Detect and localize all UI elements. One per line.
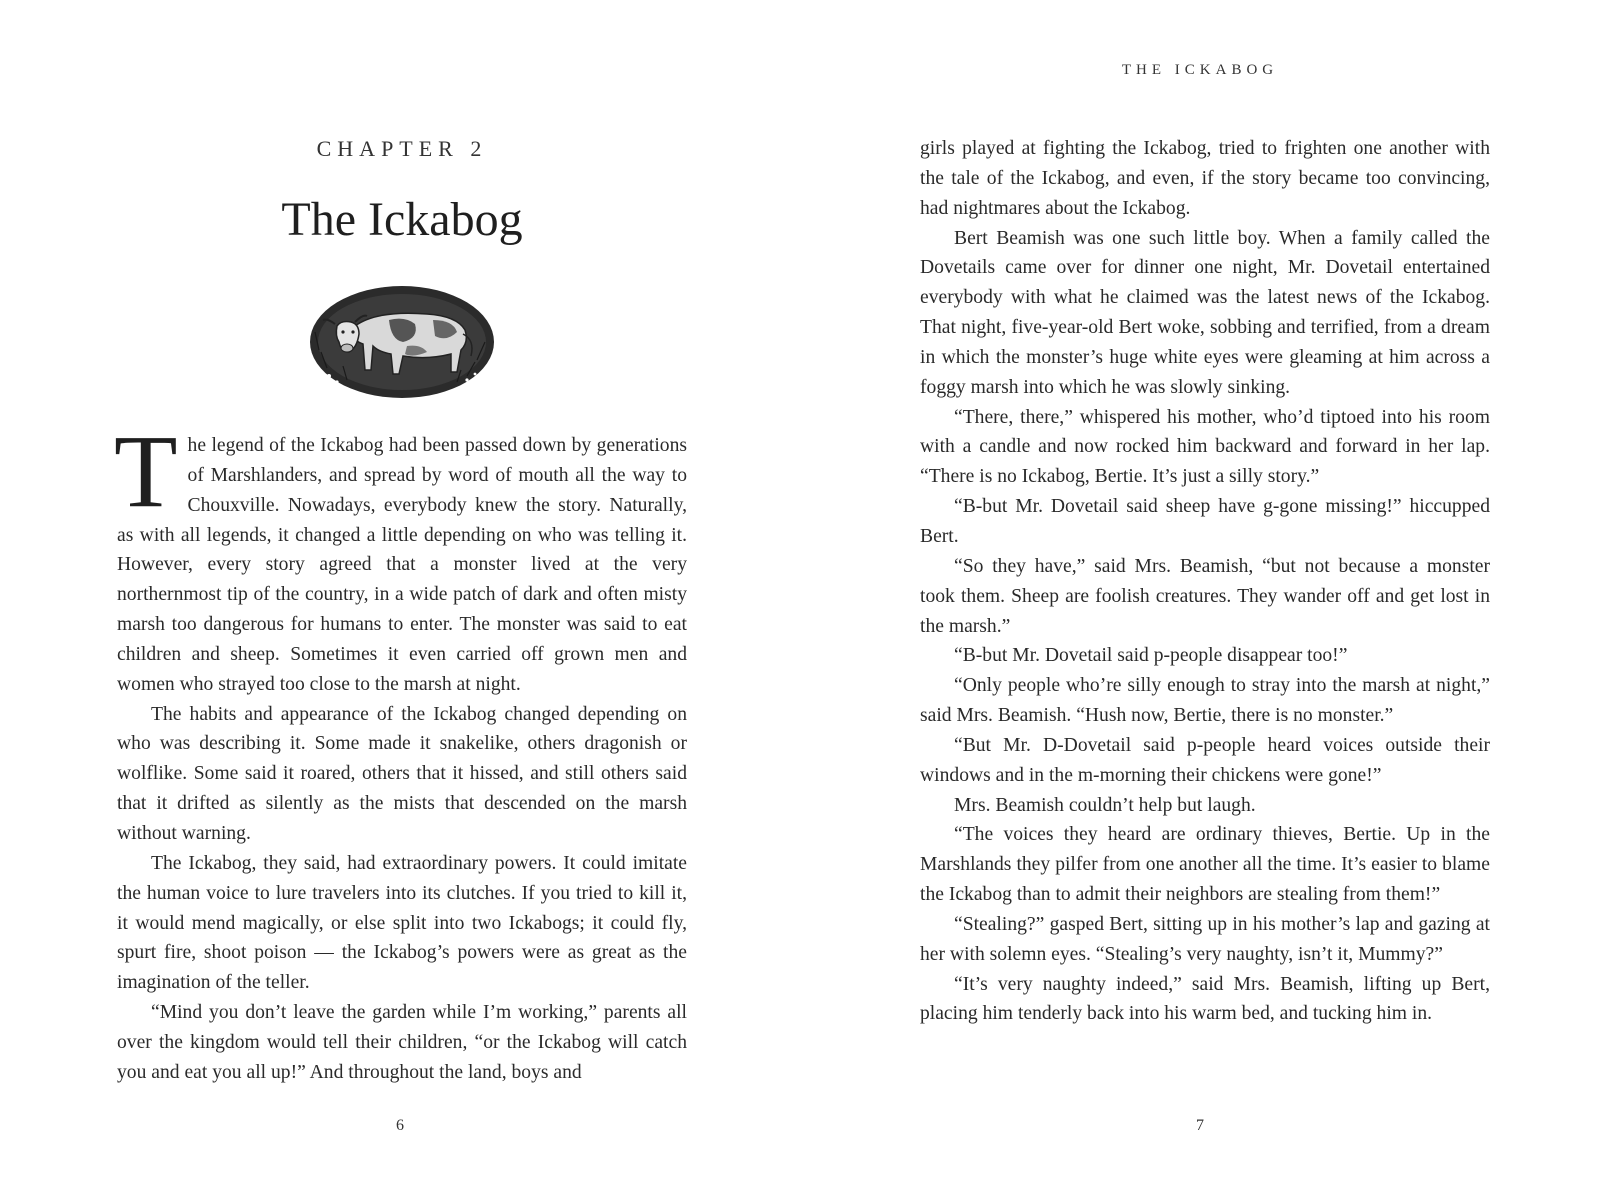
paragraph: “Stealing?” gasped Bert, sitting up in his mother’s lap and gazing at her with solemn eyes. “Stealing’s very naughty, isn’t it, Mummy?” — [920, 913, 1490, 965]
page-number: 6 — [396, 1117, 404, 1134]
opening-paragraph — [114, 414, 687, 700]
paragraph: “There, there,” whispered his mother, who’d tiptoed into his room with a candle and now rocked him backward and forward in her lap. “There is no Ickabog, Bertie. It’s just a silly story.” — [920, 406, 1490, 488]
chapter-label: CHAPTER 2 — [316, 136, 488, 161]
left-body-text — [114, 414, 687, 1088]
paragraph: Mrs. Beamish couldn’t help but laugh. — [954, 794, 1256, 816]
paragraph: “B-but Mr. Dovetail said sheep have g-gone missing!” hiccupped Bert. — [920, 496, 1490, 547]
paragraph: “But Mr. D-Dovetail said p-people heard voices outside their windows and in the m-morning their chickens were gone!” — [920, 734, 1490, 786]
paragraph-text: he legend of the Ickabog had been passed down by generations of Marshlanders, and spread by word of mouth all the way to Chouxville. Nowadays, everybody knew the story. Naturally, as with all legends, it changed a little depending on who was telling it. However, every story agreed that a monster lived at the very northernmost tip of the country, in a wide patch of dark and often misty marsh too dangerous for humans to enter. The monster was said to eat children and sheep. Sometimes it even carried off grown men and women who strayed too close to the marsh at night. — [117, 435, 687, 695]
paragraph: “It’s very naughty indeed,” said Mrs. Beamish, lifting up Bert, placing him tenderly back into his warm bed, and tucking him in. — [920, 973, 1490, 1025]
paragraph: The Ickabog, they said, had extraordinary powers. It could imitate the human voice to lure travelers into its clutches. If you tried to kill it, it would mend magically, or else split into two Ickabogs; it could fly, spurt fire, shoot poison — the Ickabog’s powers were as great as the imagination of the teller. — [117, 852, 687, 994]
running-head: THE ICKABOG — [1121, 62, 1279, 78]
chapter-title: The Ickabog — [281, 193, 523, 246]
paragraph: “The voices they heard are ordinary thieves, Bertie. Up in the Marshlands they pilfer from one another all the time. It’s easier to blame the Ickabog than to admit their neighbors are stealing from them!” — [920, 824, 1490, 906]
paragraph: The habits and appearance of the Ickabog changed depending on who was describing it. Some made it snakelike, others dragonish or wolflike. Some said it roared, others that it hissed, and still others said that it drifted as silently as the mists that descended on the marsh without warning. — [117, 703, 687, 844]
paragraph: Bert Beamish was one such little boy. When a family called the Dovetails came over for dinner one night, Mr. Dovetail entertained everybody with what he claimed was the latest news of the Ickabog. That night, five-year-old Bert woke, sobbing and terrified, from a dream in which the monster’s huge white eyes were gleaming at him across a foggy marsh into which he was slowly sinking. — [920, 227, 1490, 398]
right-body-text — [920, 134, 1490, 1029]
continued-paragraph: girls played at fighting the Ickabog, tried to frighten one another with the tale of the Ickabog, and even, if the story became too convincing, had nightmares about the Ickabog. — [920, 138, 1490, 219]
drop-cap: T — [114, 414, 178, 529]
paragraph: “Only people who’re silly enough to stray into the marsh at night,” said Mrs. Beamish. “Hush now, Bertie, there is no monster.” — [920, 675, 1490, 727]
page-number: 7 — [1196, 1117, 1204, 1134]
paragraph: “So they have,” said Mrs. Beamish, “but not because a monster took them. Sheep are foolish creatures. They wander off and get lost in the marsh.” — [920, 555, 1490, 637]
paragraph: “B-but Mr. Dovetail said p-people disappear too!” — [954, 645, 1348, 667]
cow-illustration — [307, 280, 497, 400]
paragraph: “Mind you don’t leave the garden while I’m working,” parents all over the kingdom would tell their children, “or the Ickabog will catch you and eat you all up!” And throughout the land, boys and — [117, 1002, 687, 1083]
